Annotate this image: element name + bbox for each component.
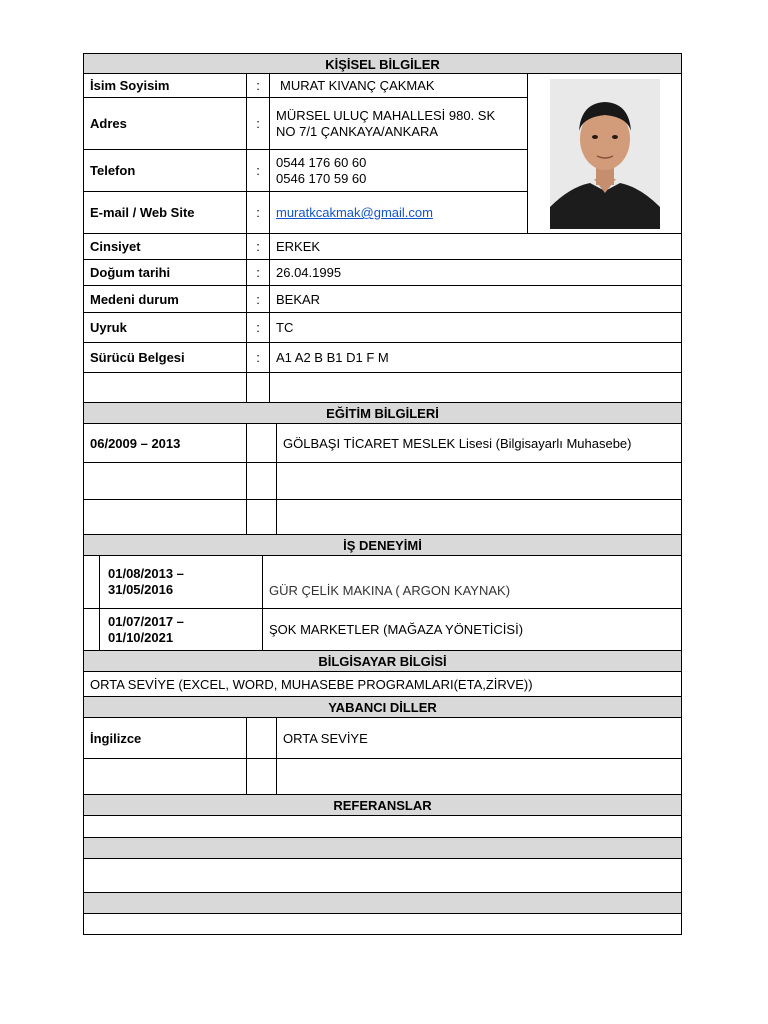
indent-cell [84, 609, 100, 650]
reference-row-shaded [84, 892, 681, 913]
row-marital [84, 285, 681, 312]
empty-cell [277, 463, 681, 499]
address-line-1: MÜRSEL ULUÇ MAHALLESİ 980. SK [276, 107, 496, 123]
personal-header: KİŞİSEL BİLGİLER [83, 53, 682, 74]
experience-company: GÜR ÇELİK MAKINA ( ARGON KAYNAK) [269, 583, 511, 598]
label-license: Sürücü Belgesi [84, 343, 247, 372]
computer-row [84, 672, 681, 696]
sep: : [247, 98, 270, 149]
experience-row [84, 556, 681, 608]
education-row [84, 424, 681, 462]
sep-empty [247, 424, 277, 462]
education-date: 06/2009 – 2013 [84, 424, 247, 462]
label-phone: Telefon [84, 150, 247, 191]
sep: : [247, 260, 270, 285]
row-email [84, 191, 527, 233]
value-marital: BEKAR [276, 291, 321, 307]
empty-cell [84, 373, 247, 402]
reference-row-shaded [84, 837, 681, 858]
label-name: İsim Soyisim [84, 74, 247, 97]
email-link[interactable]: muratkcakmak@gmail.com [276, 205, 433, 220]
experience-date [100, 556, 263, 608]
computer-header: BİLGİSAYAR BİLGİSİ [83, 651, 682, 672]
empty-cell [247, 500, 277, 534]
row-birthdate [84, 259, 681, 285]
references-section [83, 816, 682, 935]
phone-line-1: 0544 176 60 60 [276, 154, 367, 170]
label-address: Adres [84, 98, 247, 149]
cv-page [83, 53, 682, 935]
education-row-empty [84, 462, 681, 499]
value-birthdate: 26.04.1995 [276, 265, 342, 280]
language-name: İngilizce [84, 718, 247, 758]
date-end: 01/10/2021 [108, 629, 174, 645]
value-email [270, 192, 527, 233]
experience-row [84, 608, 681, 650]
label-birthdate: Doğum tarihi [84, 260, 247, 285]
sep: : [247, 74, 270, 97]
empty-cell [277, 500, 681, 534]
row-empty [84, 372, 681, 402]
empty-cell [84, 759, 247, 794]
language-level: ORTA SEVİYE [283, 730, 368, 746]
row-address [84, 97, 527, 149]
row-nationality [84, 312, 681, 342]
education-school: GÖLBAŞI TİCARET MESLEK Lisesi (Bilgisayarlı Muhasebe) [283, 435, 632, 451]
photo-frame [527, 74, 681, 233]
value-gender: ERKEK [276, 239, 321, 254]
value-name: MURAT KIVANÇ ÇAKMAK [280, 78, 435, 93]
value-address [270, 98, 527, 149]
empty-cell [247, 759, 277, 794]
label-marital: Medeni durum [84, 286, 247, 312]
empty-cell [270, 373, 681, 402]
empty-cell [247, 373, 270, 402]
references-header: REFERANSLAR [83, 795, 682, 816]
experience-date [100, 609, 263, 650]
label-gender: Cinsiyet [84, 234, 247, 259]
reference-row [84, 816, 681, 837]
row-license [84, 342, 681, 372]
language-row [84, 718, 681, 758]
date-start: 01/08/2013 – [108, 566, 184, 581]
date-start: 01/07/2017 – [108, 613, 184, 629]
sep: : [247, 286, 270, 312]
personal-section [83, 74, 682, 403]
empty-cell [247, 463, 277, 499]
sep-empty [247, 718, 277, 758]
sep: : [247, 234, 270, 259]
phone-line-2: 0546 170 59 60 [276, 170, 367, 186]
empty-cell [277, 759, 681, 794]
value-phone [270, 150, 527, 191]
sep: : [247, 192, 270, 233]
reference-row [84, 913, 681, 934]
row-phone [84, 149, 527, 191]
languages-section [83, 718, 682, 795]
experience-header: İŞ DENEYİMİ [83, 535, 682, 556]
education-header: EĞİTİM BİLGİLERİ [83, 403, 682, 424]
empty-cell [84, 463, 247, 499]
profile-photo [550, 79, 660, 229]
computer-section [83, 672, 682, 697]
education-row-empty [84, 499, 681, 534]
address-line-2: NO 7/1 ÇANKAYA/ANKARA [276, 123, 439, 139]
profile-photo-illustration [550, 79, 660, 229]
label-email: E-mail / Web Site [84, 192, 247, 233]
row-name [84, 74, 527, 97]
languages-header: YABANCI DİLLER [83, 697, 682, 718]
row-gender [84, 233, 681, 259]
experience-section [83, 556, 682, 651]
language-row-empty [84, 758, 681, 794]
value-nationality: TC [276, 320, 294, 335]
sep: : [247, 343, 270, 372]
experience-company: ŞOK MARKETLER (MAĞAZA YÖNETİCİSİ) [269, 622, 524, 637]
reference-row [84, 858, 681, 892]
computer-skill: ORTA SEVİYE (EXCEL, WORD, MUHASEBE PROGRAMLARI(ETA,ZİRVE)) [90, 676, 533, 692]
label-nationality: Uyruk [84, 313, 247, 342]
indent-cell [84, 556, 100, 608]
sep: : [247, 313, 270, 342]
empty-cell [84, 500, 247, 534]
value-license: A1 A2 B B1 D1 F M [276, 350, 389, 365]
date-end: 31/05/2016 [108, 582, 174, 597]
sep: : [247, 150, 270, 191]
education-section [83, 424, 682, 535]
